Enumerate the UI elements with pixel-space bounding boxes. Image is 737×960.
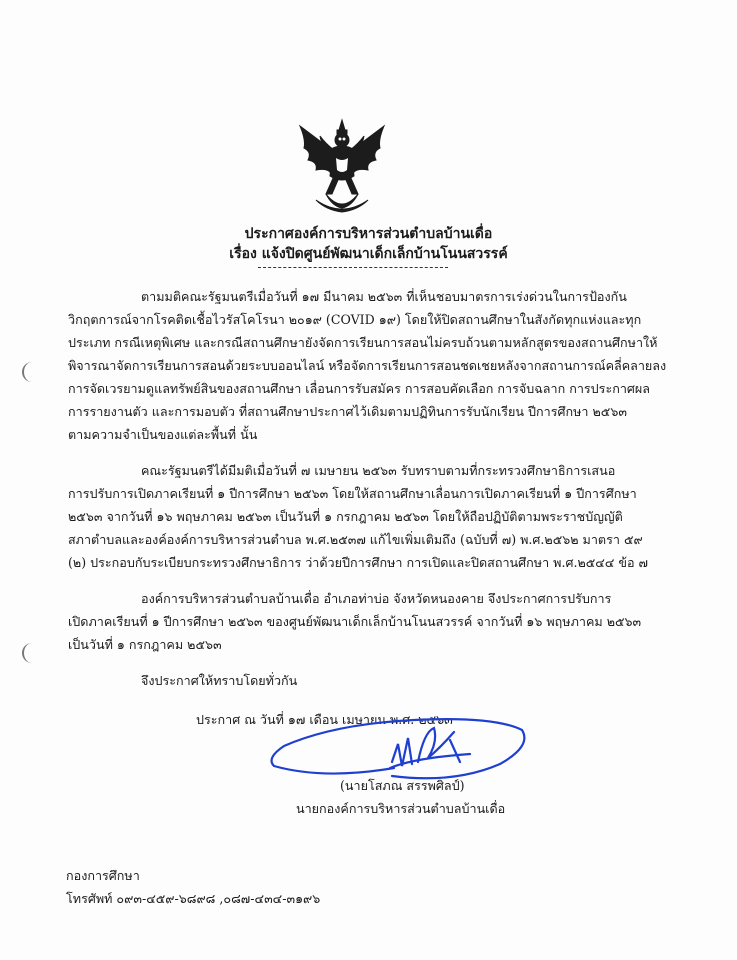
paragraph1-line: การรายงานตัว และการมอบตัว ที่สถานศึกษาประกาศไว้เดิมตามปฏิทินการรับนักเรียน ปีการศึกษา ๒๕๖๓: [68, 404, 627, 419]
paragraph3-line: เปิดภาคเรียนที่ ๑ ปีการศึกษา ๒๕๖๓ ของศูนย์พัฒนาเด็กเล็กบ้านโนนสวรรค์ จากวันที่ ๑๖ พฤษภาคม ๒๕๖๓: [68, 614, 642, 629]
announcement-title: ประกาศองค์การบริหารส่วนตำบลบ้านเดื่อ: [244, 226, 493, 242]
closing-text: จึงประกาศให้ทราบโดยทั่วกัน: [141, 673, 298, 688]
paragraph1-line: ประเภท กรณีเหตุพิเศษ และกรณีสถานศึกษายังจัดการเรียนการสอนไม่ครบถ้วนตามหลักสูตรของสถานศึกษาให้: [68, 335, 658, 350]
paragraph1-line: วิกฤตการณ์จากโรคติดเชื้อไวรัสโคโรนา ๒๐๑๙ (COVID ๑๙) โดยให้ปิดสถานศึกษาในสังกัดทุกแห่งและทุก: [68, 312, 642, 327]
paragraph3-line: เป็นวันที่ ๑ กรกฎาคม ๒๕๖๓: [68, 637, 222, 652]
phone-number: โทรศัพท์ ๐๙๓-๔๕๙-๖๘๙๘ ,๐๘๗-๔๓๔-๓๑๙๖: [66, 891, 321, 906]
garuda-emblem-icon: [296, 118, 388, 214]
paragraph2-line: การปรับการเปิดภาคเรียนที่ ๑ ปีการศึกษา ๒๕๖๓ โดยให้สถานศึกษาเลื่อนการเปิดภาคเรียนที่ ๑ ปีการศึกษา: [68, 486, 637, 501]
announcement-subject: เรื่อง แจ้งปิดศูนย์พัฒนาเด็กเล็กบ้านโนนสวรรค์: [229, 246, 508, 262]
department-name: กองการศึกษา: [66, 868, 140, 883]
paragraph1-line: พิจารณาจัดการเรียนการสอนด้วยระบบออนไลน์ หรือจัดการเรียนการสอนชดเชยหลังจากสถานการณ์คลี่คลายลง: [68, 358, 667, 373]
scan-mark: [22, 643, 38, 663]
paragraph1-line: ตามความจำเป็นของแต่ละพื้นที่ นั้น: [68, 427, 258, 442]
signer-position: นายกองค์การบริหารส่วนตำบลบ้านเดื่อ: [296, 801, 506, 816]
paragraph2-line: สภาตำบลและองค์องค์การบริหารส่วนตำบล พ.ศ.๒๕๓๗ แก้ไขเพิ่มเติมถึง (ฉบับที่ ๗) พ.ศ.๒๕๖๒ มาตรา ๕๙: [68, 532, 643, 547]
paragraph3-line: องค์การบริหารส่วนตำบลบ้านเดื่อ อำเภอท่าบ่อ จังหวัดหนองคาย จึงประกาศการปรับการ: [141, 591, 612, 606]
paragraph1-line: การจัดเวรยามดูแลทรัพย์สินของสถานศึกษา เลื่อนการรับสมัคร การสอบคัดเลือก การจับฉลาก การประกาศผล: [68, 381, 650, 396]
scan-mark: [22, 362, 38, 382]
paragraph2-line: (๒) ประกอบกับระเบียบกระทรวงศึกษาธิการ ว่าด้วยปีการศึกษา การเปิดและปิดสถานศึกษา พ.ศ.๒๕๔๔ ข้อ ๗: [68, 555, 649, 570]
signer-name: (นายโสภณ สรรพศิลป์): [340, 778, 465, 793]
paragraph2-line: ๒๕๖๓ จากวันที่ ๑๖ พฤษภาคม ๒๕๖๓ เป็นวันที่ ๑ กรกฎาคม ๒๕๖๓ โดยให้ถือปฏิบัติตามพระราชบัญญัติ: [68, 509, 623, 524]
date-line: ประกาศ ณ วันที่ ๑๗ เดือน เมษายน พ.ศ. ๒๕๖๓: [196, 712, 453, 727]
paragraph1-line: ตามมติคณะรัฐมนตรีเมื่อวันที่ ๑๗ มีนาคม ๒๕๖๓ ที่เห็นชอบมาตรการเร่งด่วนในการป้องกัน: [141, 289, 627, 304]
paragraph2-line: คณะรัฐมนตรีได้มีมติเมื่อวันที่ ๗ เมษายน ๒๕๖๓ รับทราบตามที่กระทรวงศึกษาธิการเสนอ: [141, 463, 616, 478]
separator-line: [258, 267, 448, 268]
